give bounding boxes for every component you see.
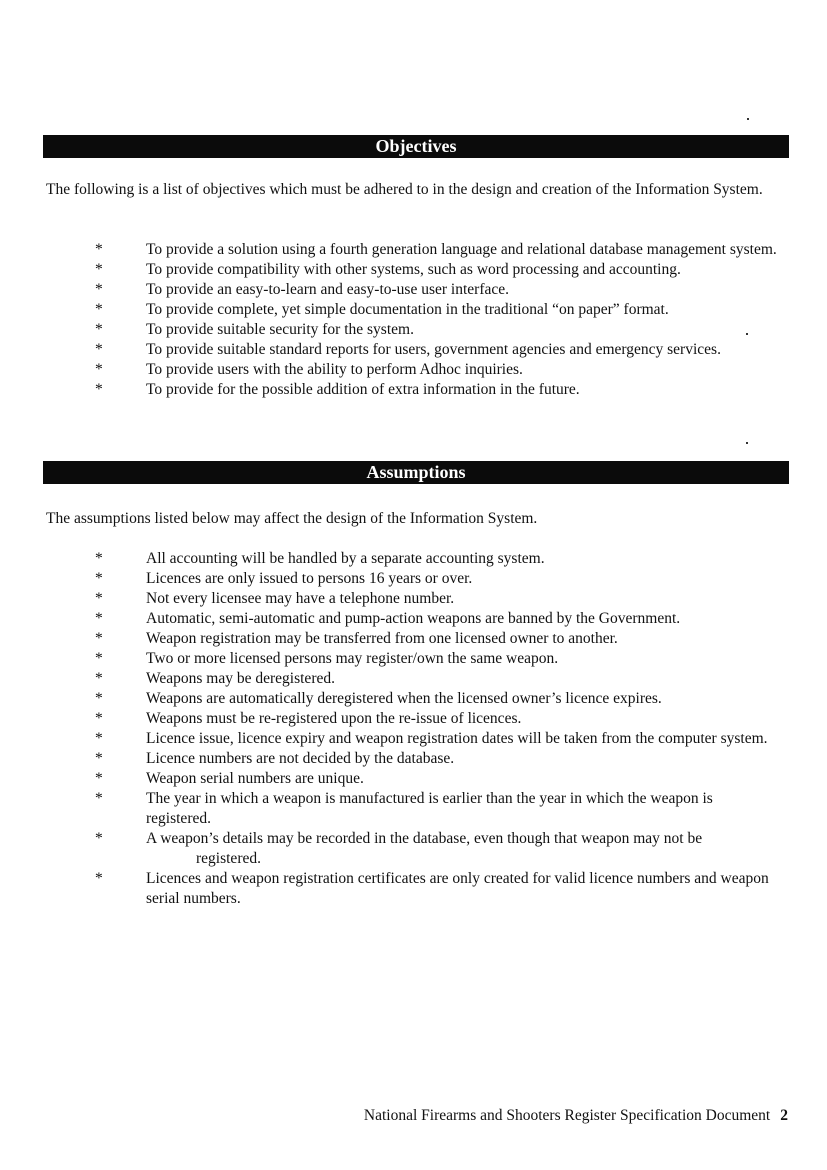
page-number: 2: [780, 1107, 788, 1124]
bullet-star: *: [95, 570, 103, 587]
bullet-star: *: [95, 281, 103, 298]
scan-speck: [746, 442, 748, 444]
bullet-star: *: [95, 770, 103, 787]
bullet-star: *: [95, 870, 103, 887]
list-item: * Automatic, semi-automatic and pump-action weapons are banned by the Government.: [95, 610, 681, 627]
bullet-star: *: [95, 630, 103, 647]
bullet-star: *: [95, 301, 103, 318]
bullet-star: *: [95, 321, 103, 338]
list-item: * To provide suitable security for the system.: [95, 321, 414, 338]
list-item: * To provide compatibility with other systems, such as word processing and accounting.: [95, 261, 681, 278]
list-item: * Weapons may be deregistered.: [95, 670, 335, 687]
bullet-star: *: [95, 550, 103, 567]
list-item: * Weapons are automatically deregistered when the licensed owner’s licence expires.: [95, 690, 662, 707]
bullet-star: *: [95, 710, 103, 727]
list-item: * A weapon’s details may be recorded in the database, even though that weapon may not be registered.: [95, 830, 703, 867]
list-item: * To provide complete, yet simple documentation in the traditional “on paper” format.: [95, 301, 669, 318]
list-item: * To provide an easy-to-learn and easy-to-use user interface.: [95, 281, 510, 298]
assumptions-heading: Assumptions: [43, 461, 789, 484]
list-item: * Weapon registration may be transferred from one licensed owner to another.: [95, 630, 618, 647]
list-item: * Weapon serial numbers are unique.: [95, 770, 364, 787]
bullet-star: *: [95, 830, 103, 847]
bullet-star: *: [95, 690, 103, 707]
list-item: * Weapons must be re-registered upon the re-issue of licences.: [95, 710, 522, 727]
page-footer: [0, 1106, 788, 1126]
list-item: * Licences and weapon registration certificates are only created for valid licence numbers and weapon serial numbers.: [95, 870, 769, 907]
list-item: * To provide users with the ability to perform Adhoc inquiries.: [95, 361, 523, 378]
list-item: * To provide a solution using a fourth generation language and relational database management system.: [95, 241, 777, 258]
scan-speck: [747, 118, 749, 120]
list-item: * Licences are only issued to persons 16 years or over.: [95, 570, 473, 587]
bullet-star: *: [95, 670, 103, 687]
list-item: * Licence numbers are not decided by the database.: [95, 750, 455, 767]
list-item: * Licence issue, licence expiry and weapon registration dates will be taken from the computer system.: [95, 730, 768, 747]
bullet-star: *: [95, 241, 103, 258]
bullet-star: *: [95, 361, 103, 378]
bullet-star: *: [95, 261, 103, 278]
list-item: * To provide for the possible addition of extra information in the future.: [95, 381, 580, 398]
assumptions-intro: The assumptions listed below may affect the design of the Information System.: [46, 510, 538, 527]
footer-title: National Firearms and Shooters Register Specification Document: [363, 1107, 771, 1124]
list-item: * Not every licensee may have a telephone number.: [95, 590, 455, 607]
bullet-star: *: [95, 730, 103, 747]
list-item: * To provide suitable standard reports for users, government agencies and emergency services.: [95, 341, 721, 358]
objectives-intro: The following is a list of objectives which must be adhered to in the design and creation of the Information System.: [46, 181, 763, 198]
bullet-star: *: [95, 750, 103, 767]
bullet-star: *: [95, 610, 103, 627]
bullet-star: *: [95, 381, 103, 398]
list-item: * Two or more licensed persons may register/own the same weapon.: [95, 650, 559, 667]
list-item: * All accounting will be handled by a separate accounting system.: [95, 550, 545, 567]
bullet-star: *: [95, 590, 103, 607]
bullet-star: *: [95, 650, 103, 667]
objectives-list: [0, 240, 827, 400]
objectives-heading: Objectives: [43, 135, 789, 158]
bullet-star: *: [95, 790, 103, 807]
assumptions-list: [0, 549, 827, 909]
list-item: * The year in which a weapon is manufactured is earlier than the year in which the weapon is registered.: [95, 790, 713, 827]
bullet-star: *: [95, 341, 103, 358]
